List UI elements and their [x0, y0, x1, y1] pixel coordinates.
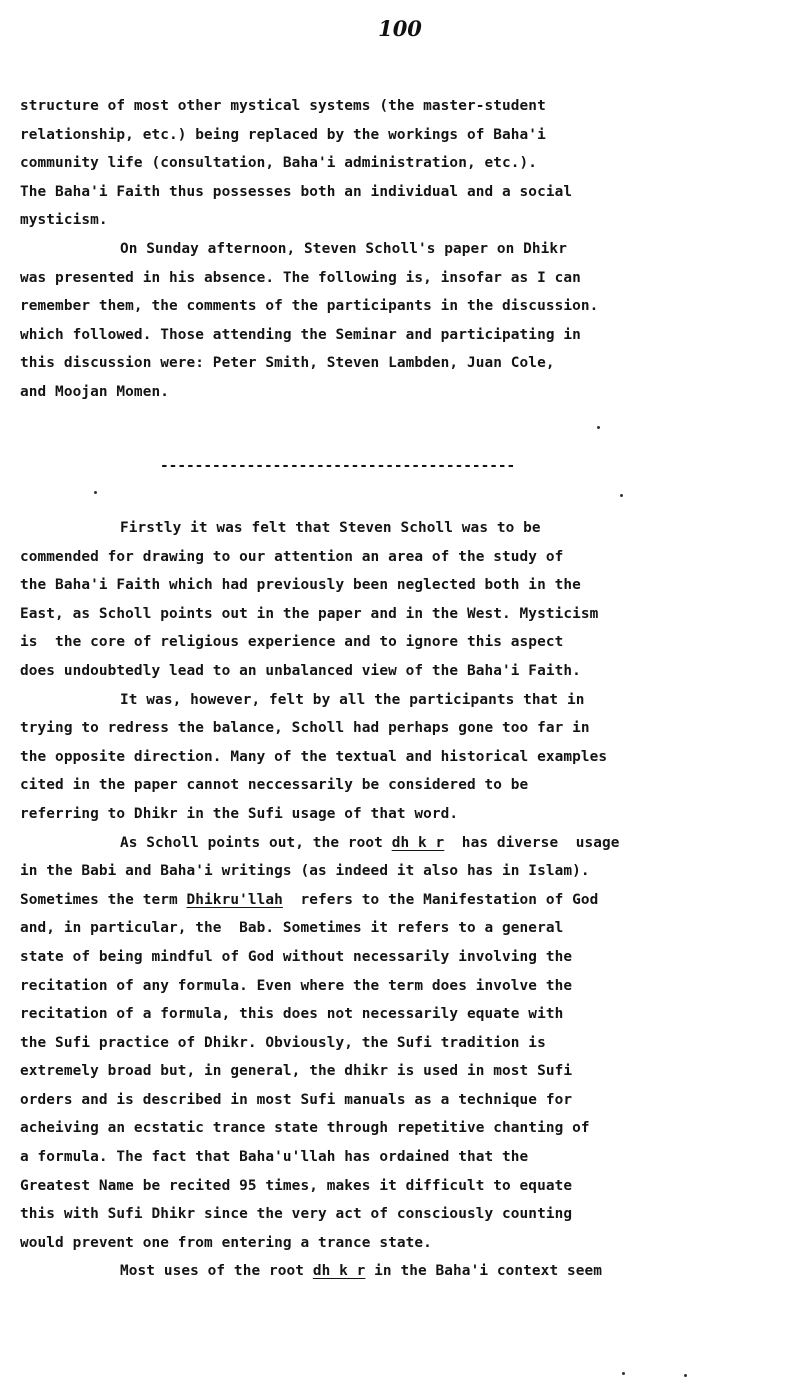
text-segment: in the Baha'i context seem: [365, 1263, 603, 1280]
text-line: It was, however, felt by all the participants that in: [120, 691, 585, 708]
text-line: The Baha'i Faith thus possesses both an individual and a social: [20, 183, 573, 200]
body-text-upper: [20, 92, 790, 407]
text-line: Greatest Name be recited 95 times, makes it difficult to equate: [20, 1177, 573, 1194]
paragraph-1: [20, 92, 790, 235]
text-line: extremely broad but, in general, the dhikr is used in most Sufi: [20, 1063, 573, 1080]
underlined-term: dh k r: [391, 834, 445, 851]
scan-speck: [597, 426, 600, 429]
text-line: in the Babi and Baha'i writings (as indeed it also has in Islam).: [20, 863, 590, 880]
text-line: would prevent one from entering a trance state.: [20, 1234, 432, 1251]
scan-speck: [622, 1372, 625, 1375]
text-line: community life (consultation, Baha'i administration, etc.).: [20, 155, 538, 172]
text-line: this discussion were: Peter Smith, Steven Lambden, Juan Cole,: [20, 355, 555, 372]
text-line: [20, 829, 790, 858]
body-text-lower: [20, 514, 790, 1286]
text-line: is the core of religious experience and to ignore this aspect: [20, 634, 564, 651]
underlined-term: Dhikru'llah: [186, 891, 283, 908]
text-segment: Sometimes the term: [20, 891, 187, 908]
text-line: Firstly it was felt that Steven Scholl was to be: [120, 520, 541, 536]
text-segment: has diverse usage: [444, 834, 620, 851]
text-line: [20, 1257, 790, 1286]
underlined-term: dh k r: [312, 1263, 366, 1280]
scan-speck: [94, 491, 97, 494]
text-line: the Sufi practice of Dhikr. Obviously, the Sufi tradition is: [20, 1034, 546, 1051]
scan-speck: [684, 1374, 687, 1377]
page-number: 100: [378, 16, 422, 41]
text-line: the opposite direction. Many of the textual and historical examples: [20, 748, 608, 765]
text-line: the Baha'i Faith which had previously been neglected both in the: [20, 577, 581, 594]
paragraph-2: [20, 235, 790, 407]
text-line: remember them, the comments of the participants in the discussion.: [20, 298, 599, 315]
text-line: cited in the paper cannot neccessarily be considered to be: [20, 777, 529, 794]
text-line: a formula. The fact that Baha'u'llah has ordained that the: [20, 1149, 529, 1166]
text-line: state of being mindful of God without necessarily involving the: [20, 948, 573, 965]
text-line: structure of most other mystical systems (the master-student: [20, 98, 546, 114]
text-line: commended for drawing to our attention an area of the study of: [20, 548, 564, 565]
text-segment: As Scholl points out, the root: [120, 834, 392, 851]
paragraph-5: [20, 829, 790, 1258]
text-line: and, in particular, the Bab. Sometimes it refers to a general: [20, 920, 564, 937]
text-line: recitation of a formula, this does not necessarily equate with: [20, 1006, 564, 1023]
text-line: East, as Scholl points out in the paper and in the West. Mysticism: [20, 605, 599, 622]
text-line: relationship, etc.) being replaced by the workings of Baha'i: [20, 126, 546, 143]
text-segment: refers to the Manifestation of God: [282, 891, 599, 908]
text-line: On Sunday afternoon, Steven Scholl's paper on Dhikr: [120, 240, 567, 257]
paragraph-6: [20, 1257, 790, 1286]
text-line: acheiving an ecstatic trance state through repetitive chanting of: [20, 1120, 590, 1137]
separator-line: -----------------------------------------: [160, 458, 516, 474]
text-line: orders and is described in most Sufi manuals as a technique for: [20, 1091, 573, 1108]
text-line: [20, 886, 790, 915]
text-segment: Most uses of the root: [120, 1263, 313, 1280]
text-line: this with Sufi Dhikr since the very act of consciously counting: [20, 1206, 573, 1223]
text-line: was presented in his absence. The following is, insofar as I can: [20, 269, 581, 286]
text-line: mysticism.: [20, 212, 108, 229]
text-line: referring to Dhikr in the Sufi usage of that word.: [20, 805, 459, 822]
text-line: and Moojan Momen.: [20, 383, 169, 400]
paragraph-4: [20, 686, 790, 829]
text-line: trying to redress the balance, Scholl had perhaps gone too far in: [20, 720, 590, 737]
scan-speck: [620, 494, 623, 497]
text-line: recitation of any formula. Even where the term does involve the: [20, 977, 573, 994]
text-line: which followed. Those attending the Seminar and participating in: [20, 326, 581, 343]
text-line: does undoubtedly lead to an unbalanced view of the Baha'i Faith.: [20, 662, 581, 679]
paragraph-3: [20, 514, 790, 686]
